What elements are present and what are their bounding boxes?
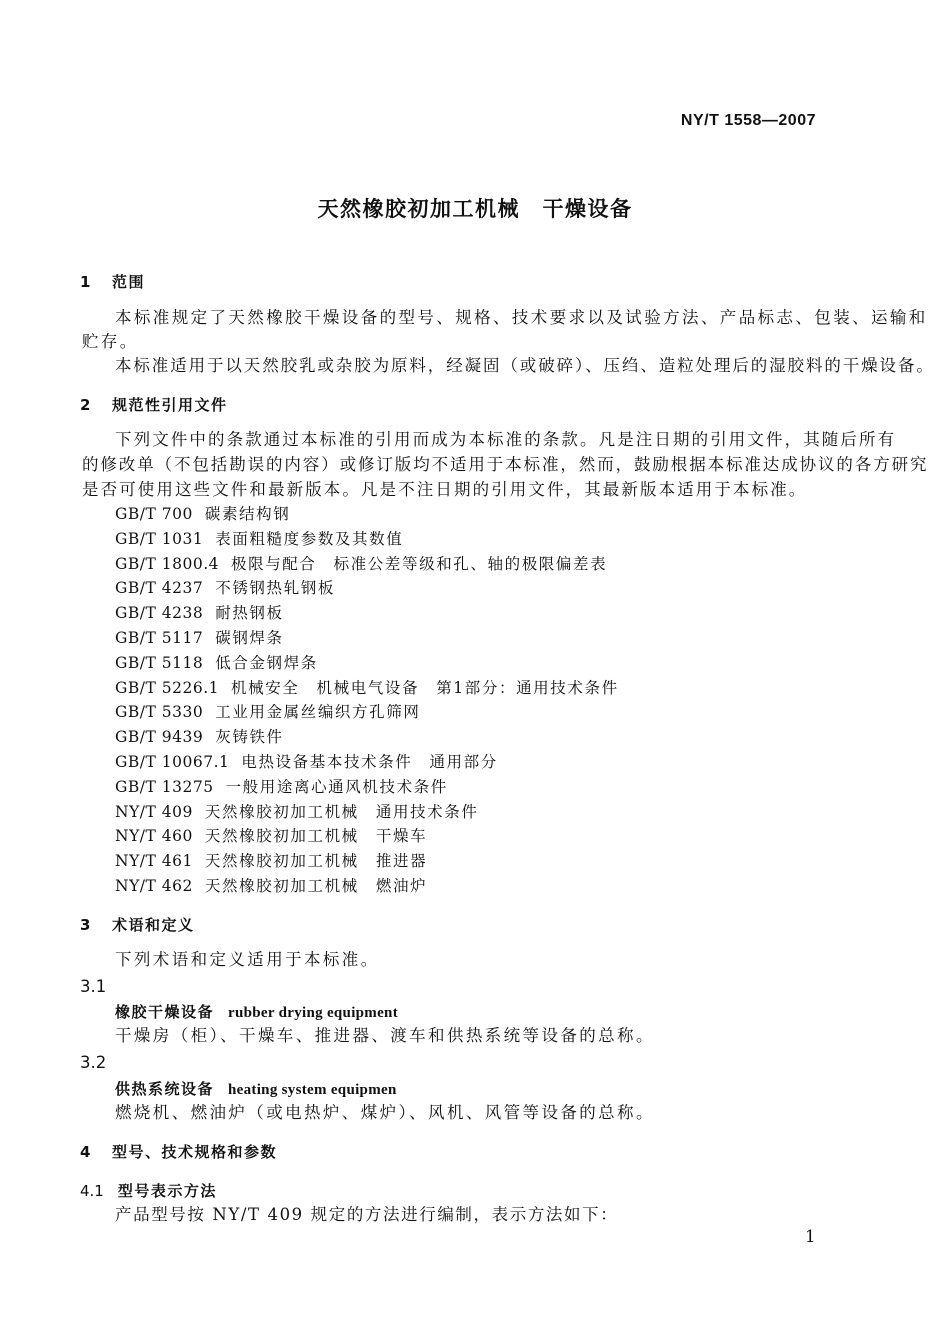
section-number: 4.1	[80, 1182, 104, 1200]
reference-code: NY/T 461	[115, 852, 193, 871]
section-number: 3	[80, 916, 92, 934]
reference-code: NY/T 462	[115, 877, 193, 895]
reference-item	[115, 727, 284, 747]
reference-code: GB/T 5330	[115, 703, 204, 722]
reference-code: NY/T 409	[115, 802, 193, 821]
reference-code: GB/T 10067.1	[115, 753, 230, 771]
term-zh: 供热系统设备	[115, 1080, 215, 1098]
reference-code: GB/T 13275	[115, 777, 214, 796]
section-1-heading	[80, 272, 145, 292]
reference-title: 天然橡胶初加工机械 通用技术条件	[204, 802, 479, 821]
paragraph: 本标准规定了天然橡胶干燥设备的型号、规格、技术要求以及试验方法、产品标志、包装、运输和	[115, 308, 928, 327]
reference-title: 低合金钢焊条	[215, 653, 318, 672]
paragraph: 的修改单（不包括勘误的内容）或修订版均不适用于本标准，然而，鼓励根据本标准达成协议的各方研究	[82, 455, 929, 474]
section-title: 型号表示方法	[117, 1182, 217, 1200]
definition: 燃烧机、燃油炉（或电热炉、煤炉）、风机、风管等设备的总称。	[115, 1103, 655, 1122]
section-4-1-heading	[80, 1181, 217, 1201]
term-3-2	[115, 1079, 397, 1100]
paragraph: 产品型号按 NY/T 409 规定的方法进行编制，表示方法如下：	[115, 1205, 619, 1224]
section-title: 术语和定义	[111, 916, 195, 934]
reference-title: 天然橡胶初加工机械 推进器	[204, 852, 428, 871]
reference-code: GB/T 4237	[115, 579, 204, 598]
section-number: 2	[80, 396, 92, 414]
section-title: 规范性引用文件	[111, 396, 228, 414]
reference-item	[115, 752, 498, 772]
paragraph: 本标准适用于以天然胶乳或杂胶为原料，经凝固（或破碎）、压绉、造粒处理后的湿胶料的干燥设备。	[115, 356, 935, 375]
reference-title: 天然橡胶初加工机械 燃油炉	[204, 877, 428, 895]
reference-title: 碳素结构钢	[204, 505, 291, 523]
reference-title: 机械安全 机械电气设备 第1部分：通用技术条件	[231, 678, 619, 697]
reference-title: 灰铸铁件	[215, 728, 284, 747]
reference-item	[115, 802, 478, 822]
reference-code: GB/T 700	[115, 505, 193, 523]
reference-title: 表面粗糙度参数及其数值	[215, 529, 404, 548]
reference-item	[115, 529, 403, 549]
term-en: heating system equipmen	[228, 1082, 397, 1098]
reference-code: GB/T 5226.1	[115, 678, 219, 697]
page-title: 天然橡胶初加工机械 干燥设备	[317, 197, 633, 221]
page-number: 1	[805, 1227, 816, 1246]
reference-item	[115, 702, 420, 722]
section-3-heading	[80, 915, 194, 935]
section-number: 4	[80, 1143, 92, 1161]
reference-code: GB/T 1031	[115, 529, 204, 548]
paragraph: 贮存。	[82, 332, 139, 351]
clause-number: 3.2	[80, 1053, 107, 1072]
reference-item	[115, 876, 427, 896]
reference-item	[115, 578, 335, 598]
reference-item	[115, 504, 290, 524]
reference-item	[115, 653, 318, 673]
definition: 干燥房（柜）、干燥车、推进器、渡车和供热系统等设备的总称。	[115, 1026, 655, 1045]
reference-item	[115, 554, 607, 574]
reference-item	[115, 678, 619, 698]
reference-code: GB/T 4238	[115, 604, 204, 623]
reference-title: 天然橡胶初加工机械 干燥车	[204, 827, 428, 846]
reference-code: GB/T 5117	[115, 629, 204, 647]
section-title: 型号、技术规格和参数	[111, 1143, 277, 1161]
reference-item	[115, 628, 284, 648]
reference-title: 碳钢焊条	[215, 629, 284, 647]
section-number: 1	[80, 273, 92, 291]
standard-number: NY/T 1558—2007	[680, 112, 816, 129]
reference-title: 极限与配合 标准公差等级和孔、轴的极限偏差表	[231, 554, 608, 573]
reference-code: GB/T 5118	[115, 653, 204, 672]
section-4-heading	[80, 1142, 277, 1162]
reference-title: 不锈钢热轧钢板	[215, 579, 335, 598]
clause-number: 3.1	[80, 977, 107, 996]
reference-title: 工业用金属丝编织方孔筛网	[215, 703, 421, 722]
reference-code: GB/T 9439	[115, 728, 204, 747]
reference-title: 电热设备基本技术条件 通用部分	[241, 753, 498, 771]
paragraph: 下列术语和定义适用于本标准。	[115, 950, 380, 969]
paragraph: 下列文件中的条款通过本标准的引用而成为本标准的条款。凡是注日期的引用文件，其随后所有	[115, 430, 897, 449]
section-title: 范围	[111, 273, 145, 291]
term-en: rubber drying equipment	[228, 1005, 398, 1021]
reference-item	[115, 603, 284, 623]
reference-item	[115, 777, 448, 797]
reference-item	[115, 826, 427, 846]
term-zh: 橡胶干燥设备	[115, 1003, 215, 1021]
reference-code: NY/T 460	[115, 827, 193, 846]
reference-item	[115, 851, 427, 871]
term-3-1	[115, 1002, 398, 1023]
reference-code: GB/T 1800.4	[115, 554, 219, 573]
reference-title: 一般用途离心通风机技术条件	[225, 777, 448, 796]
reference-title: 耐热钢板	[215, 604, 284, 623]
paragraph: 是否可使用这些文件和最新版本。凡是不注日期的引用文件，其最新版本适用于本标准。	[82, 480, 808, 499]
section-2-heading	[80, 395, 227, 415]
